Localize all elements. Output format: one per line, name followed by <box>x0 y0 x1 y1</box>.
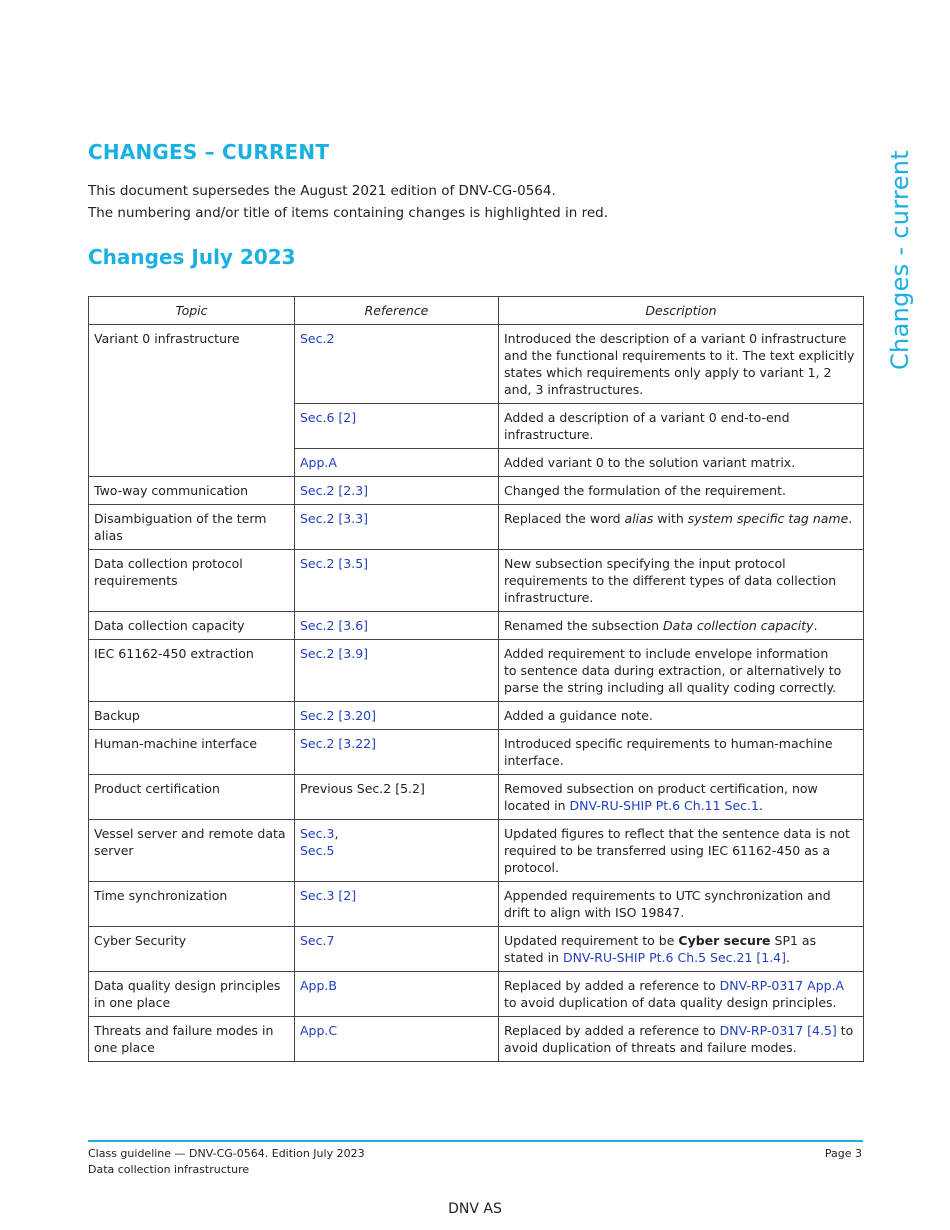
rule-reference-link[interactable]: DNV-RP-0317 [4.5] <box>719 1023 837 1038</box>
reference-link[interactable]: Sec.2 [3.5] <box>300 556 369 571</box>
reference-cell <box>295 730 499 775</box>
description-text: . <box>813 618 818 633</box>
description-text: to avoid duplication of data quality design principles. <box>504 995 837 1010</box>
description-text: . <box>848 511 853 526</box>
rule-reference-link[interactable]: DNV-RP-0317 App.A <box>719 978 845 993</box>
description-text: Replaced by added a reference to <box>504 1023 720 1038</box>
description-cell <box>499 612 864 640</box>
column-header-reference: Reference <box>295 297 499 325</box>
reference-link[interactable]: Sec.2 [3.9] <box>300 646 369 661</box>
table-row <box>89 972 864 1017</box>
description-cell: Introduced specific requirements to human-machine interface. <box>499 730 864 775</box>
description-text: Replaced the word <box>504 511 625 526</box>
description-cell <box>499 775 864 820</box>
description-bold: Cyber secure <box>678 933 771 948</box>
reference-separator: , <box>334 826 339 841</box>
changes-table <box>88 296 864 1062</box>
footer-info <box>88 1146 365 1178</box>
reference-cell <box>295 325 499 404</box>
page-title: CHANGES – CURRENT <box>88 140 330 164</box>
rule-reference-link[interactable]: DNV-RU-SHIP Pt.6 Ch.5 Sec.21 [1.4] <box>562 950 787 965</box>
reference-link[interactable]: Sec.2 <box>300 331 335 346</box>
table-row <box>89 820 864 882</box>
table-row <box>89 730 864 775</box>
table-row <box>89 702 864 730</box>
description-cell: Added variant 0 to the solution variant matrix. <box>499 449 864 477</box>
reference-link[interactable]: Sec.2 [3.22] <box>300 736 376 751</box>
reference-link[interactable]: Sec.2 [3.6] <box>300 618 369 633</box>
section-title: Changes July 2023 <box>88 245 296 269</box>
table-row <box>89 775 864 820</box>
description-text: Updated requirement to be <box>504 933 679 948</box>
table-header-row <box>89 297 864 325</box>
reference-cell <box>295 882 499 927</box>
table-row <box>89 477 864 505</box>
rule-reference-link[interactable]: DNV-RU-SHIP Pt.6 Ch.11 Sec.1 <box>569 798 759 813</box>
topic-cell: Disambiguation of the term alias <box>89 505 295 550</box>
topic-cell: Product certification <box>89 775 295 820</box>
intro-line: The numbering and/or title of items containing changes is highlighted in red. <box>88 205 609 221</box>
table-row <box>89 505 864 550</box>
reference-link[interactable]: Sec.2 [2.3] <box>300 483 369 498</box>
reference-cell <box>295 972 499 1017</box>
reference-link[interactable]: App.C <box>300 1023 338 1038</box>
description-cell <box>499 927 864 972</box>
description-text: SP1 as stated in <box>504 933 817 965</box>
topic-cell: Two-way communication <box>89 477 295 505</box>
reference-cell <box>295 550 499 612</box>
table-row <box>89 640 864 702</box>
description-text: Renamed the subsection <box>504 618 664 633</box>
topic-cell: Data quality design principles in one place <box>89 972 295 1017</box>
reference-link[interactable]: App.A <box>300 455 337 470</box>
description-cell: Appended requirements to UTC synchronization and drift to align with ISO 19847. <box>499 882 864 927</box>
footer-document-id: Class guideline — DNV-CG-0564. Edition July 2023 <box>88 1147 365 1160</box>
topic-cell: Human-machine interface <box>89 730 295 775</box>
description-italic: system specific tag name <box>687 511 849 526</box>
reference-cell <box>295 1017 499 1062</box>
topic-cell: Backup <box>89 702 295 730</box>
topic-cell: Time synchronization <box>89 882 295 927</box>
reference-cell <box>295 404 499 449</box>
reference-cell <box>295 927 499 972</box>
table-row <box>89 1017 864 1062</box>
description-text: . <box>786 950 790 965</box>
publisher-name: DNV AS <box>448 1201 502 1217</box>
description-text: with <box>653 511 688 526</box>
reference-cell <box>295 775 499 820</box>
reference-cell <box>295 640 499 702</box>
description-cell <box>499 505 864 550</box>
table-row <box>89 612 864 640</box>
table-row <box>89 325 864 404</box>
table-row <box>89 550 864 612</box>
reference-link[interactable]: Sec.7 <box>300 933 335 948</box>
description-text: Replaced by added a reference to <box>504 978 720 993</box>
reference-link[interactable]: Sec.3 <box>300 826 335 841</box>
topic-cell: IEC 61162-450 extraction <box>89 640 295 702</box>
description-cell: New subsection specifying the input protocol requirements to the different types of data collection infrastructure. <box>499 550 864 612</box>
description-cell: Changed the formulation of the requirement. <box>499 477 864 505</box>
topic-cell: Data collection capacity <box>89 612 295 640</box>
reference-link[interactable]: App.B <box>300 978 337 993</box>
description-italic: Data collection capacity <box>663 618 814 633</box>
reference-cell <box>295 449 499 477</box>
page-number: Page 3 <box>824 1147 862 1160</box>
footer-document-title: Data collection infrastructure <box>88 1163 250 1176</box>
topic-cell: Threats and failure modes in one place <box>89 1017 295 1062</box>
topic-cell: Vessel server and remote data server <box>89 820 295 882</box>
description-text: Removed subsection on product certification, now located in <box>504 781 818 813</box>
reference-link[interactable]: Sec.6 [2] <box>300 410 357 425</box>
reference-cell <box>295 702 499 730</box>
column-header-topic: Topic <box>89 297 295 325</box>
table-row <box>89 882 864 927</box>
description-italic: alias <box>624 511 654 526</box>
topic-cell: Cyber Security <box>89 927 295 972</box>
description-cell <box>499 972 864 1017</box>
footer-divider <box>88 1140 863 1142</box>
description-cell: Added a description of a variant 0 end-to-end infrastructure. <box>499 404 864 449</box>
reference-link[interactable]: Sec.5 <box>300 843 335 858</box>
reference-cell <box>295 820 499 882</box>
description-cell: Added a guidance note. <box>499 702 864 730</box>
description-line: to sentence data during extraction, or alternatively to parse the string including all quality coding correctly. <box>504 663 842 695</box>
reference-cell <box>295 505 499 550</box>
description-cell: Updated figures to reflect that the sentence data is not required to be transferred using IEC 61162-450 as a protocol. <box>499 820 864 882</box>
intro-text <box>88 180 608 224</box>
side-tab-label: Changes - current <box>886 150 914 370</box>
intro-line: This document supersedes the August 2021 edition of DNV-CG-0564. <box>88 183 556 199</box>
reference-cell <box>295 477 499 505</box>
table-row <box>89 927 864 972</box>
description-cell: Introduced the description of a variant 0 infrastructure and the functional requirements to it. The text explicitly states which requirements only apply to variant 1, 2 and, 3 infrastructures. <box>499 325 864 404</box>
topic-cell: Variant 0 infrastructure <box>89 325 295 477</box>
description-text: . <box>758 798 763 813</box>
description-cell <box>499 1017 864 1062</box>
reference-text: Previous Sec.2 [5.2] <box>300 781 425 796</box>
reference-link[interactable]: Sec.2 [3.3] <box>300 511 369 526</box>
reference-link[interactable]: Sec.3 [2] <box>300 888 357 903</box>
description-cell <box>499 640 864 702</box>
description-line: Added requirement to include envelope information <box>504 646 829 661</box>
column-header-description: Description <box>499 297 864 325</box>
reference-cell <box>295 612 499 640</box>
description-text: to avoid duplication of threats and failure modes. <box>504 1023 854 1055</box>
topic-cell: Data collection protocol requirements <box>89 550 295 612</box>
reference-link[interactable]: Sec.2 [3.20] <box>300 708 376 723</box>
